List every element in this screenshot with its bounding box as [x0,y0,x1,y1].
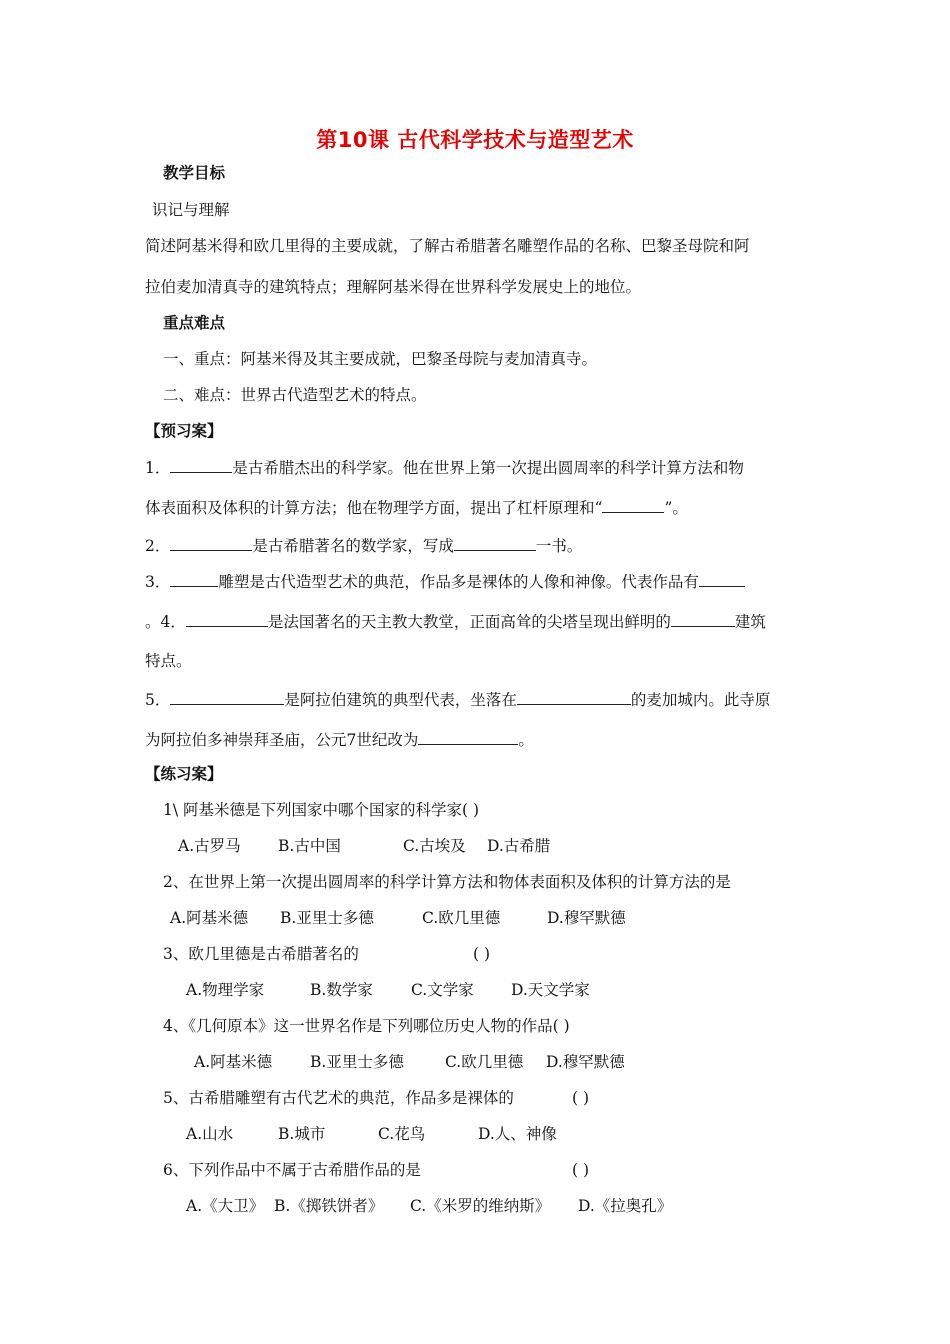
option-d[interactable]: D.穆罕默德 [546,1053,625,1071]
fill-blank[interactable] [671,611,735,627]
question-text: ”。 [664,499,688,517]
option-c[interactable]: C.古埃及 [403,837,466,855]
answer-paren: ( ) [572,1161,590,1179]
fill-blank[interactable] [517,689,631,705]
lesson-title: 第10课 古代科学技术与造型艺术 [316,128,634,152]
option-b[interactable]: B.亚里士多德 [280,909,374,927]
option-b[interactable]: B.古中国 [278,837,341,855]
option-b[interactable]: B.城市 [278,1125,326,1143]
question-text: 是阿拉伯建筑的典型代表，坐落在 [284,691,517,709]
practice-q1: 1\ 阿基米德是下列国家中哪个国家的科学家( ) [163,801,480,819]
fill-blank[interactable] [170,571,218,587]
question-text: 一书。 [535,537,583,555]
question-number: 2． [145,537,171,555]
question-text: 体表面积及体积的计算方法；他在物理学方面，提出了杠杆原理和“ [145,499,603,517]
option-a[interactable]: A.《大卫》 [186,1197,265,1215]
option-b[interactable]: B.亚里士多德 [310,1053,404,1071]
keypoints-line-1: 一、重点：阿基米得及其主要成就，巴黎圣母院与麦加清真寺。 [163,350,598,368]
keypoints-line-2: 二、难点：世界古代造型艺术的特点。 [163,386,427,404]
preview-q3 [145,571,745,592]
practice-q6-options [186,1196,672,1216]
question-text: 建筑 [734,613,766,631]
option-d[interactable]: D.古希腊 [487,837,551,855]
option-c[interactable]: C.欧几里德 [422,909,501,927]
question-text: 的麦加城内。此寺原 [630,691,771,709]
question-number: 1． [145,459,171,477]
preview-q4 [145,611,766,632]
option-c[interactable]: C.《米罗的维纳斯》 [410,1197,551,1215]
practice-q2: 2、在世界上第一次提出圆周率的科学计算方法和物体表面积及体积的计算方法的是 [163,873,731,891]
preview-q4-continued: 特点。 [145,652,192,670]
option-b[interactable]: B.数学家 [310,981,373,999]
question-number: 5． [145,691,171,709]
practice-q3-options [186,980,590,1000]
question-number: 3． [145,573,171,591]
preview-q2 [145,535,582,556]
fill-blank[interactable] [186,611,268,627]
objectives-subheading: 识记与理解 [152,201,230,219]
preview-q1-line-2 [145,497,688,518]
objectives-line-2: 拉伯麦加清真寺的建筑特点；理解阿基米得在世界科学发展史上的地位。 [145,278,642,296]
option-a[interactable]: A.物理学家 [186,981,265,999]
keypoints-heading: 重点难点 [163,314,226,332]
fill-blank[interactable] [170,457,232,473]
question-text: 是法国著名的天主教大教堂，正面高耸的尖塔呈现出鲜明的 [267,613,671,631]
question-text: 雕塑是古代造型艺术的典范，作品多是裸体的人像和神像。代表作品有 [218,573,699,591]
option-a[interactable]: A.阿基米德 [194,1053,273,1071]
option-c[interactable]: C.文学家 [411,981,474,999]
question-text: 。 [518,731,534,749]
option-a[interactable]: A.古罗马 [178,837,241,855]
practice-q5-options [186,1124,557,1144]
preview-q1-line-1 [145,457,744,478]
option-a[interactable]: A.阿基米德 [170,909,249,927]
practice-q4-options [194,1052,625,1072]
question-text: 是古希腊著名的数学家，写成 [252,537,454,555]
preview-heading: 【预习案】 [145,422,223,440]
preview-q5-continued [145,729,534,750]
preview-q5 [145,689,770,710]
option-d[interactable]: D.天文学家 [511,981,590,999]
fill-blank[interactable] [418,729,518,745]
practice-q1-options [178,836,550,856]
practice-q3: 3、欧几里德是古希腊著名的 [163,945,359,963]
fill-blank[interactable] [454,535,536,551]
option-d[interactable]: D.人、神像 [478,1125,557,1143]
question-text: 为阿拉伯多神崇拜圣庙，公元7世纪改为 [145,731,419,749]
fill-blank[interactable] [170,689,284,705]
answer-paren: ( ) [572,1089,590,1107]
practice-q2-options [170,908,626,928]
practice-q5: 5、古希腊雕塑有古代艺术的典范，作品多是裸体的 [163,1089,514,1107]
fill-blank[interactable] [170,535,252,551]
option-c[interactable]: C.欧几里德 [445,1053,524,1071]
practice-heading: 【练习案】 [145,765,223,783]
objectives-heading: 教学目标 [163,164,226,182]
fill-blank[interactable] [602,497,664,513]
option-d[interactable]: D.穆罕默德 [547,909,626,927]
option-c[interactable]: C.花鸟 [378,1125,426,1143]
option-a[interactable]: A.山水 [186,1125,234,1143]
practice-q4: 4、《几何原本》这一世界名作是下列哪位历史人物的作品( ) [163,1017,570,1035]
fill-blank[interactable] [699,571,745,587]
question-text: 是古希腊杰出的科学家。他在世界上第一次提出圆周率的科学计算方法和物 [232,459,744,477]
practice-q6: 6、下列作品中不属于古希腊作品的是 [163,1161,421,1179]
question-number: 。4． [145,613,186,631]
option-d[interactable]: D.《拉奥孔》 [578,1197,673,1215]
option-b[interactable]: B.《掷铁饼者》 [274,1197,384,1215]
objectives-line-1: 简述阿基米得和欧几里得的主要成就，了解古希腊著名雕塑作品的名称、巴黎圣母院和阿 [145,237,750,255]
answer-paren: ( ) [473,945,491,963]
